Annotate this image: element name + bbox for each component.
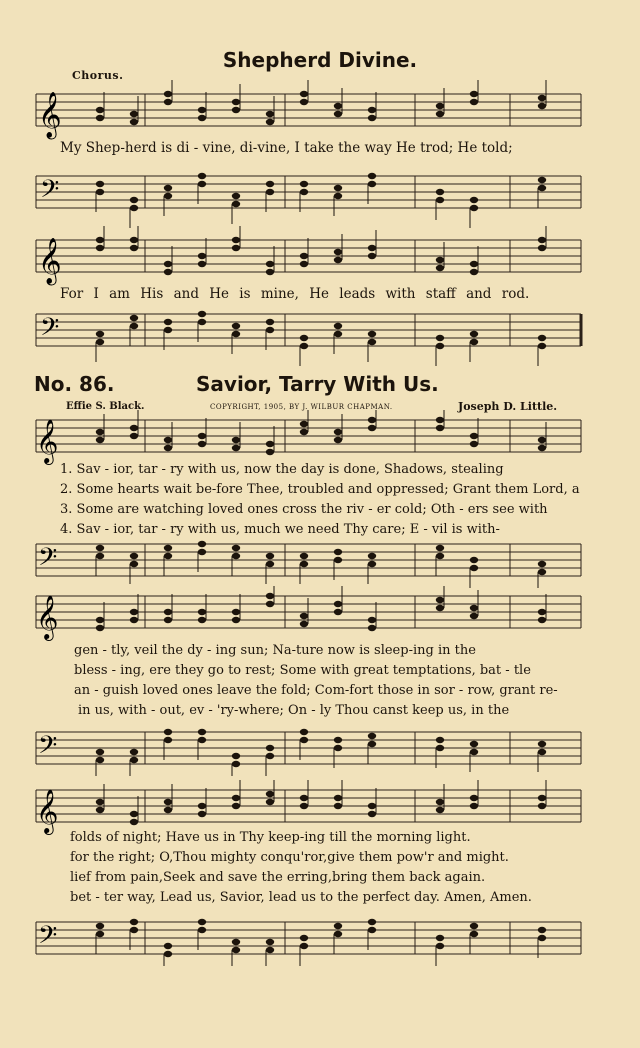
- note-head: [300, 621, 308, 627]
- note-head: [96, 429, 104, 435]
- note-head: [538, 335, 546, 341]
- note-head: [96, 189, 104, 195]
- note-head: [232, 939, 240, 945]
- note-head: [334, 331, 342, 337]
- svg-text:𝄢: 𝄢: [38, 921, 58, 956]
- note-head: [164, 799, 172, 805]
- note-head: [538, 935, 546, 941]
- note-head: [96, 553, 104, 559]
- lyric-line: My Shep-herd is di - vine, di-vine, I take the way He trod; He told;: [60, 140, 513, 156]
- svg-text:𝄞: 𝄞: [38, 92, 62, 138]
- note-head: [436, 103, 444, 109]
- note-head: [198, 115, 206, 121]
- note-head: [130, 553, 138, 559]
- note-head: [130, 315, 138, 321]
- lyric-line: For I am His and He is mine, He leads with staff and rod.: [60, 286, 530, 302]
- note-head: [470, 605, 478, 611]
- note-head: [232, 617, 240, 623]
- svg-text:𝄢: 𝄢: [38, 543, 58, 578]
- note-head: [96, 625, 104, 631]
- note-head: [164, 185, 172, 191]
- note-head: [232, 553, 240, 559]
- note-head: [334, 103, 342, 109]
- verse-4-line: 4. Sav - ior, tar - ry with us, much we need Thy care; E - vil is with-: [60, 522, 500, 537]
- note-head: [538, 445, 546, 451]
- note-head: [232, 193, 240, 199]
- note-head: [368, 245, 376, 251]
- note-head: [538, 343, 546, 349]
- note-head: [198, 441, 206, 447]
- note-head: [436, 807, 444, 813]
- note-head: [164, 553, 172, 559]
- note-head: [538, 437, 546, 443]
- hymn-title: Savior, Tarry With Us.: [196, 372, 439, 396]
- note-head: [436, 343, 444, 349]
- note-head: [198, 549, 206, 555]
- note-head: [368, 331, 376, 337]
- note-head: [130, 749, 138, 755]
- note-head: [164, 327, 172, 333]
- note-head: [232, 445, 240, 451]
- note-head: [538, 741, 546, 747]
- verse-4-line: in us, with - out, ev - 'ry-where; On - ly Thou canst keep us, in the: [78, 703, 510, 718]
- note-head: [436, 605, 444, 611]
- note-head: [368, 803, 376, 809]
- svg-text:𝄢: 𝄢: [38, 731, 58, 766]
- note-head: [368, 253, 376, 259]
- svg-text:𝄞: 𝄞: [36, 789, 59, 833]
- note-head: [232, 803, 240, 809]
- note-head: [164, 609, 172, 615]
- note-head: [164, 319, 172, 325]
- note-head: [130, 609, 138, 615]
- note-head: [198, 107, 206, 113]
- note-head: [266, 119, 274, 125]
- note-head: [164, 617, 172, 623]
- note-head: [334, 437, 342, 443]
- note-head: [470, 931, 478, 937]
- note-head: [368, 553, 376, 559]
- note-head: [232, 237, 240, 243]
- verse-3-line: an - guish loved ones leave the fold; Com-fort those in sor - row, grant re-: [74, 683, 558, 698]
- note-head: [96, 923, 104, 929]
- note-head: [470, 269, 478, 275]
- chorus-marking: Chorus.: [72, 69, 124, 82]
- note-head: [164, 269, 172, 275]
- note-head: [538, 749, 546, 755]
- note-head: [436, 111, 444, 117]
- svg-text:𝄞: 𝄞: [38, 238, 62, 284]
- note-head: [300, 795, 308, 801]
- note-head: [198, 617, 206, 623]
- svg-text:𝄞: 𝄞: [36, 419, 59, 463]
- staff-treble: [0, 586, 640, 646]
- note-head: [470, 741, 478, 747]
- note-head: [470, 441, 478, 447]
- note-head: [470, 613, 478, 619]
- note-head: [130, 433, 138, 439]
- note-head: [266, 449, 274, 455]
- note-head: [164, 951, 172, 957]
- verse-3-line: 3. Some are watching loved ones cross the riv - er cold; Oth - ers see with: [60, 502, 548, 517]
- note-head: [300, 561, 308, 567]
- note-head: [538, 609, 546, 615]
- note-head: [130, 819, 138, 825]
- note-head: [164, 91, 172, 97]
- note-head: [130, 237, 138, 243]
- note-head: [96, 545, 104, 551]
- note-head: [164, 445, 172, 451]
- note-head: [334, 557, 342, 563]
- note-head: [198, 181, 206, 187]
- note-head: [470, 339, 478, 345]
- note-head: [266, 561, 274, 567]
- note-head: [334, 931, 342, 937]
- copyright: COPYRIGHT, 1905, BY J. WILBUR CHAPMAN.: [210, 403, 393, 411]
- note-head: [368, 811, 376, 817]
- note-head: [164, 193, 172, 199]
- note-head: [300, 343, 308, 349]
- note-head: [198, 253, 206, 259]
- note-head: [334, 803, 342, 809]
- note-head: [436, 737, 444, 743]
- note-head: [266, 939, 274, 945]
- note-head: [470, 91, 478, 97]
- note-head: [436, 335, 444, 341]
- note-head: [368, 181, 376, 187]
- staff-bass: [0, 168, 640, 228]
- note-head: [334, 429, 342, 435]
- note-head: [538, 803, 546, 809]
- note-head: [232, 545, 240, 551]
- note-head: [300, 181, 308, 187]
- note-head: [470, 795, 478, 801]
- note-head: [538, 245, 546, 251]
- note-head: [368, 617, 376, 623]
- note-head: [436, 553, 444, 559]
- note-head: [334, 193, 342, 199]
- note-head: [538, 237, 546, 243]
- note-head: [368, 107, 376, 113]
- note-head: [164, 437, 172, 443]
- note-head: [300, 421, 308, 427]
- note-head: [266, 441, 274, 447]
- note-head: [130, 197, 138, 203]
- note-head: [96, 115, 104, 121]
- note-head: [198, 609, 206, 615]
- note-head: [164, 261, 172, 267]
- note-head: [436, 197, 444, 203]
- verse-1-line: folds of night; Have us in Thy keep-ing till the morning light.: [70, 830, 471, 845]
- verse-2-line: bless - ing, ere they go to rest; Some with great temptations, bat - tle: [74, 663, 531, 678]
- note-head: [164, 943, 172, 949]
- note-head: [130, 919, 138, 925]
- svg-text:𝄞: 𝄞: [36, 595, 59, 639]
- note-head: [266, 189, 274, 195]
- note-head: [538, 185, 546, 191]
- note-head: [198, 811, 206, 817]
- note-head: [232, 947, 240, 953]
- note-head: [96, 931, 104, 937]
- verse-1-line: gen - tly, veil the dy - ing sun; Na-ture now is sleep-ing in the: [74, 643, 476, 658]
- note-head: [368, 339, 376, 345]
- note-head: [164, 737, 172, 743]
- note-head: [266, 269, 274, 275]
- note-head: [232, 761, 240, 767]
- note-head: [266, 319, 274, 325]
- note-head: [334, 923, 342, 929]
- note-head: [232, 795, 240, 801]
- note-head: [300, 261, 308, 267]
- note-head: [470, 749, 478, 755]
- note-head: [334, 249, 342, 255]
- note-head: [300, 189, 308, 195]
- note-head: [436, 425, 444, 431]
- note-head: [96, 799, 104, 805]
- note-head: [334, 601, 342, 607]
- staff-bass: [0, 726, 640, 776]
- note-head: [198, 541, 206, 547]
- note-head: [96, 107, 104, 113]
- note-head: [300, 943, 308, 949]
- note-head: [198, 729, 206, 735]
- note-head: [334, 111, 342, 117]
- note-head: [130, 323, 138, 329]
- note-head: [164, 545, 172, 551]
- note-head: [130, 811, 138, 817]
- note-head: [130, 245, 138, 251]
- note-head: [164, 729, 172, 735]
- note-head: [538, 795, 546, 801]
- note-head: [470, 803, 478, 809]
- note-head: [96, 181, 104, 187]
- note-head: [334, 185, 342, 191]
- note-head: [96, 437, 104, 443]
- note-head: [436, 189, 444, 195]
- note-head: [96, 749, 104, 755]
- note-head: [130, 111, 138, 117]
- note-head: [266, 181, 274, 187]
- note-head: [266, 791, 274, 797]
- note-head: [300, 803, 308, 809]
- staff-treble: [0, 410, 640, 470]
- note-head: [232, 201, 240, 207]
- verse-1-line: 1. Sav - ior, tar - ry with us, now the day is done, Shadows, stealing: [60, 462, 504, 477]
- note-head: [538, 561, 546, 567]
- note-head: [198, 319, 206, 325]
- staff-bass: [0, 538, 640, 588]
- note-head: [96, 237, 104, 243]
- verse-4-line: bet - ter way, Lead us, Savior, lead us to the perfect day. Amen, Amen.: [70, 890, 532, 905]
- note-head: [130, 757, 138, 763]
- author: Effie S. Black.: [66, 401, 145, 412]
- note-head: [334, 549, 342, 555]
- note-head: [164, 99, 172, 105]
- note-head: [368, 919, 376, 925]
- note-head: [334, 609, 342, 615]
- staff-bass: [0, 306, 640, 366]
- note-head: [164, 807, 172, 813]
- note-head: [300, 613, 308, 619]
- note-head: [266, 745, 274, 751]
- note-head: [470, 261, 478, 267]
- note-head: [232, 331, 240, 337]
- note-head: [130, 119, 138, 125]
- note-head: [300, 253, 308, 259]
- note-head: [232, 107, 240, 113]
- note-head: [130, 561, 138, 567]
- svg-text:𝄢: 𝄢: [40, 313, 60, 348]
- note-head: [300, 729, 308, 735]
- note-head: [538, 95, 546, 101]
- note-head: [300, 737, 308, 743]
- note-head: [232, 437, 240, 443]
- note-head: [436, 799, 444, 805]
- note-head: [198, 919, 206, 925]
- verse-3-line: lief from pain,Seek and save the erring,bring them back again.: [70, 870, 486, 885]
- note-head: [300, 91, 308, 97]
- note-head: [470, 331, 478, 337]
- note-head: [436, 745, 444, 751]
- note-head: [266, 553, 274, 559]
- note-head: [470, 197, 478, 203]
- note-head: [96, 617, 104, 623]
- note-head: [232, 753, 240, 759]
- note-head: [300, 429, 308, 435]
- note-head: [334, 323, 342, 329]
- note-head: [130, 927, 138, 933]
- svg-text:𝄢: 𝄢: [40, 175, 60, 210]
- note-head: [334, 737, 342, 743]
- verse-2-line: 2. Some hearts wait be-fore Thee, troubled and oppressed; Grant them Lord, a: [60, 482, 580, 497]
- note-head: [368, 425, 376, 431]
- note-head: [266, 753, 274, 759]
- note-head: [198, 927, 206, 933]
- note-head: [96, 331, 104, 337]
- note-head: [300, 99, 308, 105]
- note-head: [232, 323, 240, 329]
- note-head: [436, 935, 444, 941]
- note-head: [130, 205, 138, 211]
- note-head: [300, 935, 308, 941]
- note-head: [130, 617, 138, 623]
- note-head: [470, 923, 478, 929]
- note-head: [538, 103, 546, 109]
- note-head: [334, 795, 342, 801]
- note-head: [470, 99, 478, 105]
- note-head: [266, 327, 274, 333]
- note-head: [96, 807, 104, 813]
- note-head: [368, 561, 376, 567]
- note-head: [436, 545, 444, 551]
- note-head: [436, 597, 444, 603]
- note-head: [470, 205, 478, 211]
- note-head: [436, 943, 444, 949]
- staff-bass: [0, 916, 640, 966]
- note-head: [96, 757, 104, 763]
- note-head: [198, 433, 206, 439]
- verse-2-line: for the right; O,Thou mighty conqu'ror,give them pow'r and might.: [70, 850, 509, 865]
- note-head: [368, 927, 376, 933]
- composer: Joseph D. Little.: [458, 400, 558, 413]
- note-head: [368, 417, 376, 423]
- note-head: [538, 617, 546, 623]
- note-head: [266, 799, 274, 805]
- note-head: [96, 339, 104, 345]
- note-head: [470, 557, 478, 563]
- note-head: [368, 173, 376, 179]
- note-head: [266, 593, 274, 599]
- note-head: [436, 417, 444, 423]
- note-head: [266, 601, 274, 607]
- note-head: [538, 569, 546, 575]
- note-head: [232, 609, 240, 615]
- note-head: [368, 115, 376, 121]
- note-head: [198, 311, 206, 317]
- note-head: [300, 335, 308, 341]
- note-head: [266, 261, 274, 267]
- note-head: [436, 265, 444, 271]
- note-head: [232, 245, 240, 251]
- hymn-title: Shepherd Divine.: [222, 48, 418, 72]
- note-head: [334, 745, 342, 751]
- note-head: [96, 245, 104, 251]
- note-head: [198, 737, 206, 743]
- note-head: [470, 433, 478, 439]
- note-head: [198, 803, 206, 809]
- note-head: [470, 565, 478, 571]
- note-head: [368, 733, 376, 739]
- note-head: [538, 927, 546, 933]
- note-head: [198, 173, 206, 179]
- note-head: [436, 257, 444, 263]
- note-head: [300, 553, 308, 559]
- note-head: [538, 177, 546, 183]
- note-head: [368, 625, 376, 631]
- hymn-number: No. 86.: [34, 372, 115, 396]
- note-head: [334, 257, 342, 263]
- note-head: [266, 111, 274, 117]
- note-head: [198, 261, 206, 267]
- note-head: [130, 425, 138, 431]
- note-head: [232, 99, 240, 105]
- note-head: [368, 741, 376, 747]
- note-head: [266, 947, 274, 953]
